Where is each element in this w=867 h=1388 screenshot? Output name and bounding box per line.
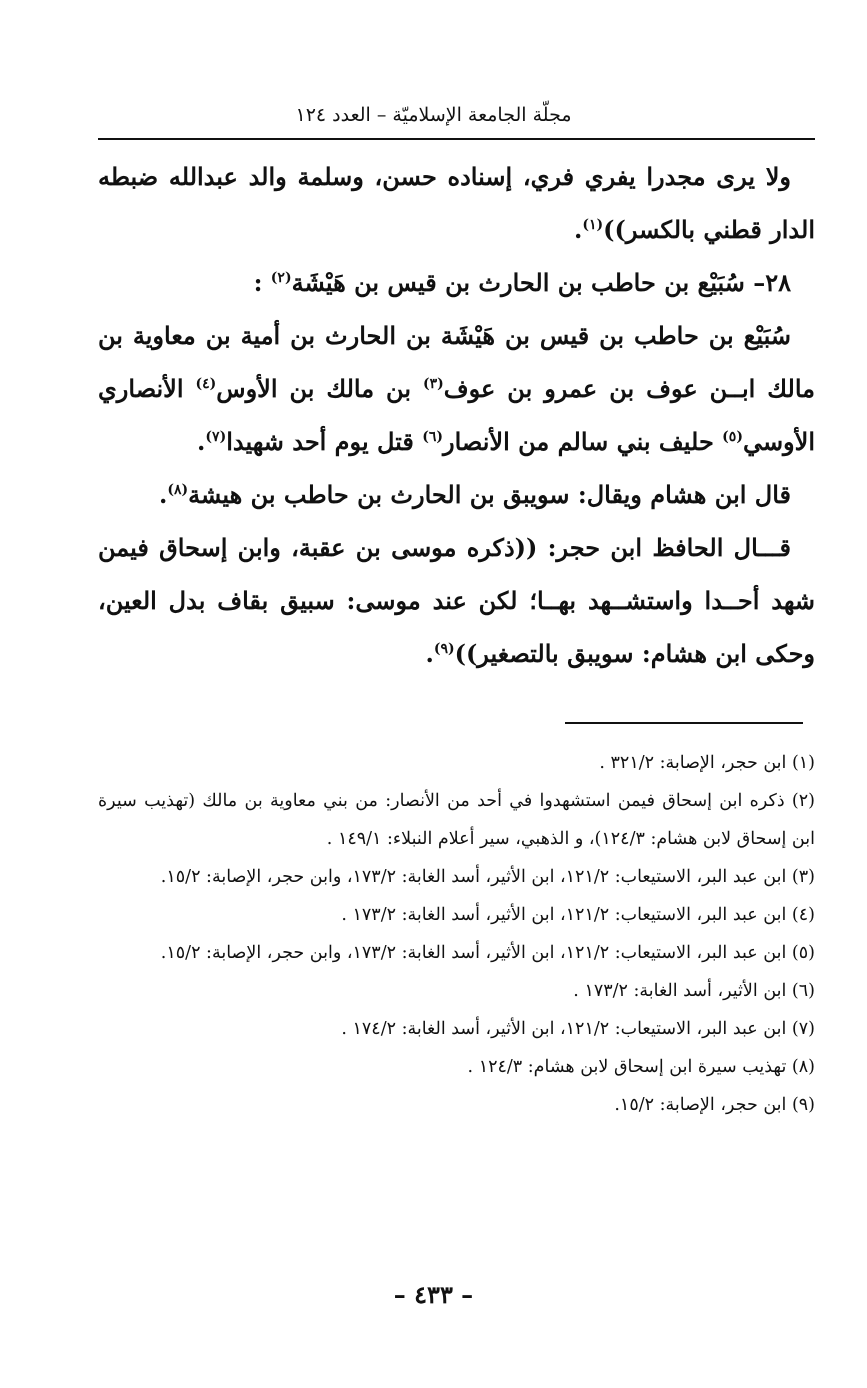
footnote-3: (٣) ابن عبد البر، الاستيعاب: ١٢١/٢، ابن الأثير، أسد الغابة: ١٧٣/٢، وابن حجر، الإصابة: ١٥/٢.	[160, 867, 815, 887]
paragraph-2	[98, 309, 815, 468]
paragraph-3	[98, 468, 815, 521]
entry-heading-text: ٢٨– سُبَيْع بن حاطب بن الحارث بن قيس بن هَيْشَة	[291, 268, 791, 297]
footnotes	[98, 744, 815, 1124]
entry-heading	[98, 256, 815, 309]
paragraph-2-text-b: بن مالك بن الأوس	[216, 374, 423, 403]
footnote-ref-4[interactable]: (٤)	[195, 376, 217, 392]
paragraph-2-text-c: الأنصاري الأوسي	[98, 374, 815, 456]
paragraph-4-text: قـــال الحافظ ابن حجر: ((ذكره موسى بن عقبة، وابن إسحاق فيمن شهد أحــدا واستشــهد بهــا؛ لكن عند موسى: سبيق بقاف بدل العين، وحكى ابن هشام: سويبق بالتصغير))	[98, 533, 815, 668]
footnote-7: (٧) ابن عبد البر، الاستيعاب: ١٢١/٢، ابن الأثير، أسد الغابة: ١٧٤/٢ .	[341, 1019, 815, 1039]
paragraph-3-text: قال ابن هشام ويقال: سويبق بن الحارث بن حاطب بن هيشة	[188, 480, 791, 509]
paragraph-2-end: .	[197, 427, 206, 456]
paragraph-3-end: .	[158, 480, 168, 509]
footnote-ref-8[interactable]: (٨)	[167, 482, 189, 498]
running-header: مجلّة الجامعة الإسلاميّة – العدد ١٢٤	[295, 104, 572, 126]
footnote-2: (٢) ذكره ابن إسحاق فيمن استشهدوا في أحد من الأنصار: من بني معاوية بن مالك (تهذيب سيرة ابن إسحاق لابن هشام: ١٢٤/٣)، و الذهبي، سير أعلام النبلاء: ١٤٩/١ .	[98, 791, 815, 849]
paragraph-4	[98, 521, 815, 680]
footnote-8: (٨) تهذيب سيرة ابن إسحاق لابن هشام: ١٢٤/٣ .	[467, 1057, 815, 1077]
footnote-ref-9[interactable]: (٩)	[433, 641, 455, 657]
footnote-ref-3[interactable]: (٣)	[422, 376, 444, 392]
footnote-6: (٦) ابن الأثير، أسد الغابة: ١٧٣/٢ .	[573, 981, 815, 1001]
footnote-rule	[565, 722, 803, 724]
paragraph-1	[98, 150, 815, 256]
body-text	[98, 150, 815, 680]
footnote-ref-2[interactable]: (٢)	[270, 270, 292, 286]
paragraph-1-end: .	[573, 215, 583, 244]
footnote-ref-6[interactable]: (٦)	[422, 429, 443, 445]
footnote-9: (٩) ابن حجر، الإصابة: ١٥/٢.	[614, 1095, 815, 1115]
paragraph-2-text-d: حليف بني سالم من الأنصار	[443, 427, 723, 456]
page-number: – ٤٣٣ –	[393, 1280, 474, 1309]
paragraph-2-text-e: قتل يوم أحد شهيدا	[226, 427, 423, 456]
footnote-5: (٥) ابن عبد البر، الاستيعاب: ١٢١/٢، ابن الأثير، أسد الغابة: ١٧٣/٢، وابن حجر، الإصابة: ١٥/٢.	[160, 943, 815, 963]
entry-heading-end: :	[253, 268, 271, 297]
footnote-1: (١) ابن حجر، الإصابة: ٣٢١/٢ .	[599, 753, 815, 773]
footnote-4: (٤) ابن عبد البر، الاستيعاب: ١٢١/٢، ابن الأثير، أسد الغابة: ١٧٣/٢ .	[341, 905, 815, 925]
header-rule	[98, 138, 815, 140]
footnote-ref-5[interactable]: (٥)	[722, 429, 743, 445]
paragraph-4-end: .	[425, 639, 434, 668]
footnote-ref-7[interactable]: (٧)	[205, 429, 227, 445]
paragraph-1-text: ولا يرى مجدرا يفري فري، إسناده حسن، وسلمة والد عبدالله ضبطه الدار قطني بالكسر))	[98, 162, 815, 244]
footnote-ref-1[interactable]: (١)	[582, 217, 604, 233]
paragraph-2-text-a: سُبَيْع بن حاطب بن قيس بن هَيْشَة بن الحارث بن أمية بن معاوية بن مالك ابــن عوف بن عمرو بن عوف	[98, 321, 816, 403]
